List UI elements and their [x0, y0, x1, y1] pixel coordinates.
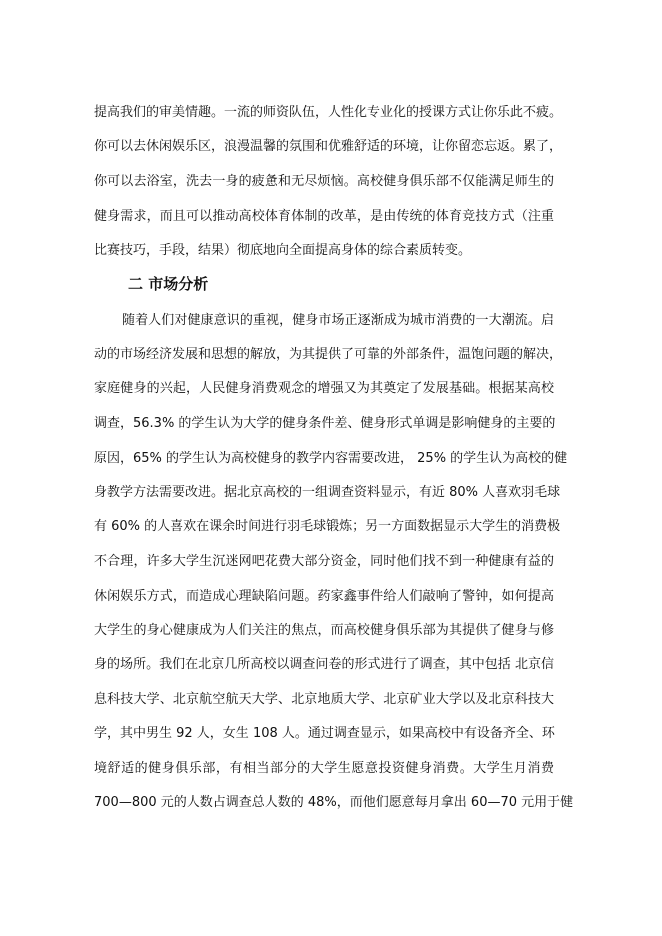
paragraph-2-line: 大学生的身心健康成为人们关注的焦点，而高校健身俱乐部为其提供了健身与修: [94, 623, 554, 638]
paragraph-2-line: 身教学方法需要改进。据北京高校的一组调查资料显示，有近 80% 人喜欢羽毛球: [94, 485, 561, 500]
paragraph-1-line: 健身需求，而且可以推动高校体育体制的改革，是由传统的体育竞技方式（注重: [94, 209, 554, 224]
paragraph-2-line: 动的市场经济发展和思想的解放，为其提供了可靠的外部条件，温饱问题的解决，: [94, 347, 563, 362]
paragraph-1-line: 提高我们的审美情趣。一流的师资队伍，人性化专业化的授课方式让你乐此不疲。: [94, 105, 563, 120]
paragraph-2-line: 息科技大学、北京航空航天大学、北京地质大学、北京矿业大学以及北京科技大: [94, 692, 554, 707]
paragraph-2-line: 身的场所。我们在北京几所高校以调查问卷的形式进行了调查，其中包括 北京信: [94, 657, 554, 672]
paragraph-2-line: 境舒适的健身俱乐部，有相当部分的大学生愿意投资健身消费。大学生月消费: [94, 761, 554, 776]
paragraph-2-line: 有 60% 的人喜欢在课余时间进行羽毛球锻炼；另一方面数据显示大学生的消费极: [94, 519, 561, 534]
paragraph-1-line: 你可以去浴室，洗去一身的疲惫和无尽烦恼。高校健身俱乐部不仅能满足师生的: [94, 174, 554, 189]
paragraph-2-line: 学，其中男生 92 人，女生 108 人。通过调查显示，如果高校中有设备齐全、环: [94, 726, 555, 741]
section-heading: 二 市场分析: [128, 275, 209, 293]
paragraph-2-line: 不合理，许多大学生沉迷网吧花费大部分资金，同时他们找不到一种健康有益的: [94, 554, 554, 569]
paragraph-2-line: 700—800 元的人数占调查总人数的 48%，而他们愿意每月拿出 60—70 元用于健: [94, 795, 574, 810]
paragraph-1-line: 你可以去休闲娱乐区，浪漫温馨的氛围和优雅舒适的环境，让你留恋忘返。累了，: [94, 139, 563, 154]
paragraph-2-line: 休闲娱乐方式，而造成心理缺陷问题。药家鑫事件给人们敲响了警钟，如何提高: [94, 589, 554, 604]
paragraph-2-line: 原因，65% 的学生认为高校健身的教学内容需要改进， 25% 的学生认为高校的健: [94, 451, 568, 466]
paragraph-2-line: 调查，56.3% 的学生认为大学的健身条件差、健身形式单调是影响健身的主要的: [94, 416, 556, 431]
paragraph-2-line: 随着人们对健康意识的重视，健身市场正逐渐成为城市消费的一大潮流。启: [122, 313, 554, 328]
paragraph-1-line: 比赛技巧，手段，结果）彻底地向全面提高身体的综合素质转变。: [94, 243, 472, 258]
paragraph-2-line: 家庭健身的兴起，人民健身消费观念的增强又为其奠定了发展基础。根据某高校: [94, 381, 554, 396]
